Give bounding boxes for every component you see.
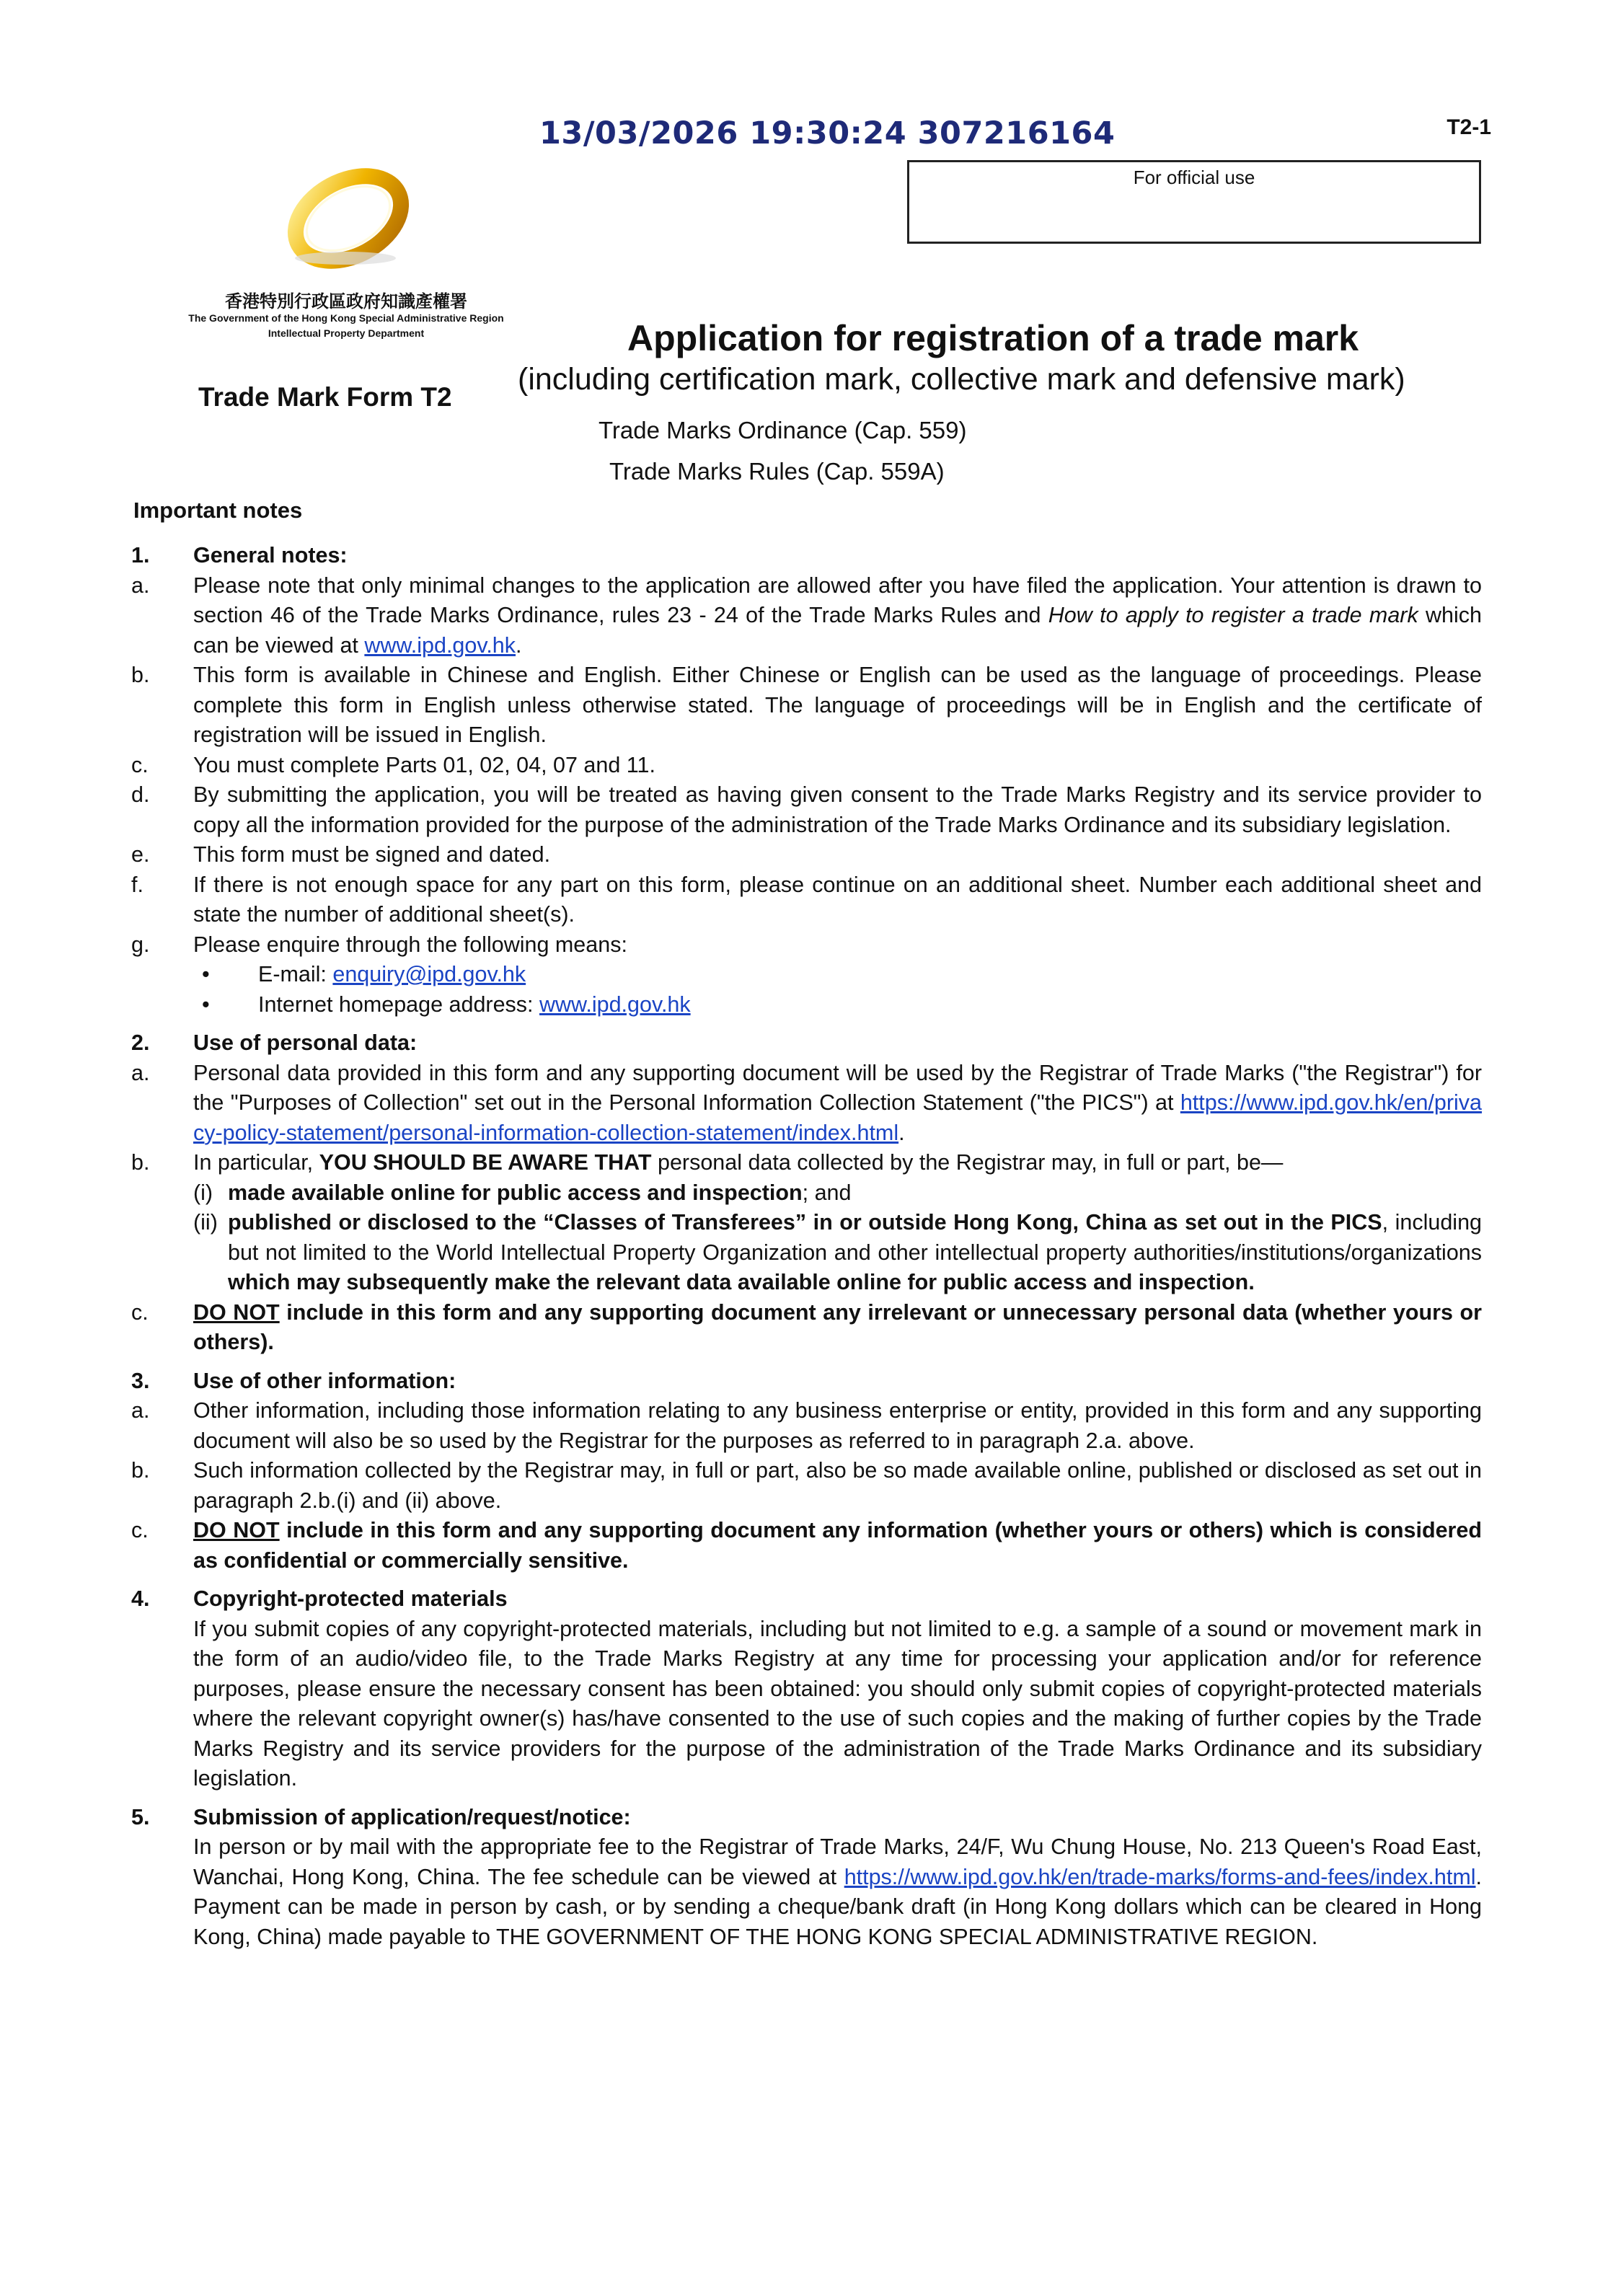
section-heading: Copyright-protected materials <box>193 1586 508 1611</box>
item-label: b. <box>131 1150 150 1175</box>
sub-item-text: ; and <box>802 1180 852 1205</box>
item-label: g. <box>131 932 150 957</box>
do-not-emphasis: DO NOT <box>193 1518 280 1542</box>
email-contact <box>258 960 526 990</box>
note-3a: Other information, including those information relating to any business enterprise or entity, provided in this form and any supporting document will also be so used by the Registrar for the purposes as referred to in paragraph 2.a. above. <box>193 1398 1482 1453</box>
note-text: . Payment can be made in person by cash, or by sending a cheque/bank draft (in Hong Kong dollars which can be cleared in Hong Kong, China) made payable to THE GOVERNMENT OF THE HONG KONG SPECIAL ADMINISTRATIVE REGION. <box>193 1864 1482 1949</box>
note-3b: Such information collected by the Registrar may, in full or part, also be so made available online, published or disclosed as set out in paragraph 2.b.(i) and (ii) above. <box>193 1458 1482 1513</box>
form-name: Trade Mark Form T2 <box>198 382 452 412</box>
submission-note <box>130 1832 1482 1952</box>
page-subtitle: (including certification mark, collective mark and defensive mark) <box>518 362 1405 397</box>
item-label: b. <box>131 1458 150 1483</box>
item-label: c. <box>131 752 149 777</box>
government-name-en: The Government of the Hong Kong Special Administrative Region <box>188 312 504 324</box>
form-code: T2-1 <box>1446 115 1491 139</box>
section-number: 1. <box>131 543 150 568</box>
copyright-note: If you submit copies of any copyright-protected materials, including but not limited to e.g. a sample of a sound or movement mark in the form of an audio/video file, to the Trade Marks Registry at any time for processing your application and/or for reference purposes, please ensure the necessary consent has been obtained: you should only submit copies of copyright-protected materials where the relevant copyright owner(s) has/have consented to the use of such copies and the making of further copies by the Trade Marks Registry and its service providers for the purpose of the administration of the Trade Marks Ordinance and its subsidiary legislation. <box>193 1616 1482 1791</box>
item-label: c. <box>131 1299 149 1325</box>
sub-item-label: (ii) <box>193 1210 218 1235</box>
note-1f: If there is not enough space for any part on this form, please continue on an additional sheet. Number each additional sheet and state the number of additional sheet(s). <box>193 872 1482 927</box>
fees-link[interactable]: https://www.ipd.gov.hk/en/trade-marks/forms-and-fees/index.html <box>844 1864 1476 1889</box>
section-other-information <box>130 1366 1482 1576</box>
note-1a <box>193 571 1482 661</box>
item-label: c. <box>131 1518 149 1542</box>
section-general-notes <box>130 541 1482 1020</box>
web-label: Internet homepage address: <box>258 992 539 1017</box>
note-text: include in this form and any supporting document any irrelevant or unnecessary personal data (whether yours or others). <box>193 1299 1482 1354</box>
note-text: In particular, <box>193 1150 319 1175</box>
note-2b <box>193 1148 1482 1178</box>
awareness-emphasis: YOU SHOULD BE AWARE THAT <box>319 1150 652 1175</box>
item-label: e. <box>131 842 150 867</box>
section-heading: Use of personal data: <box>193 1030 418 1055</box>
item-label: a. <box>131 573 150 598</box>
do-not-emphasis: DO NOT <box>193 1299 280 1325</box>
note-text: . <box>516 632 522 658</box>
page-title: Application for registration of a trade mark <box>627 318 1359 358</box>
note-text: In person or by mail with the appropriate fee to the Registrar of Trade Marks, 24/F, Wu Chung House, No. 213 Queen's Road East, Wanchai, Hong Kong, China. The fee schedule can be viewed at <box>193 1834 1482 1889</box>
ipd-logo <box>130 157 562 352</box>
item-label: a. <box>131 1398 150 1423</box>
note-2a <box>193 1059 1482 1149</box>
homepage-link[interactable]: www.ipd.gov.hk <box>539 992 691 1017</box>
section-number: 2. <box>131 1030 150 1055</box>
section-heading: Submission of application/request/notice: <box>193 1804 631 1829</box>
ordinance-reference: Trade Marks Ordinance (Cap. 559) <box>599 417 967 443</box>
pics-link[interactable]: https://www.ipd.gov.hk/en/privacy-policy-statement/personal-information-collection-statement/index.html <box>193 1090 1482 1145</box>
note-text: which can be viewed at <box>193 603 1483 658</box>
email-link[interactable]: enquiry@ipd.gov.hk <box>332 962 526 986</box>
item-label: f. <box>131 872 143 897</box>
note-1g: Please enquire through the following means: <box>193 932 627 957</box>
item-label: b. <box>131 663 150 687</box>
bullet-icon: • <box>202 962 210 986</box>
department-name-en: Intellectual Property Department <box>268 327 425 339</box>
note-1b: This form is available in Chinese and English. Either Chinese or English can be used as the language of proceedings. Please complete this form in English unless otherwise stated. The language of proceedings will be in English and the certificate of registration will be issued in English. <box>193 663 1482 747</box>
sub-item-i <box>193 1178 1482 1209</box>
submission-stamp: 13/03/2026 19:30:24 307216164 <box>539 115 1116 151</box>
note-text: . <box>898 1120 905 1145</box>
note-text: include in this form and any supporting document any information (whether yours or others) which is considered as confidential or commercially sensitive. <box>193 1518 1483 1573</box>
official-use-label: For official use <box>1133 167 1255 188</box>
section-number: 4. <box>131 1586 150 1611</box>
guide-title: How to apply to register a trade mark <box>1048 603 1418 627</box>
sub-item-text: made available online for public access and inspection <box>228 1180 803 1205</box>
ring-logo-icon <box>270 157 422 283</box>
item-label: d. <box>131 782 150 807</box>
section-number: 3. <box>131 1368 150 1393</box>
note-text: Please note that only minimal changes to the application are allowed after you have filed the application. Your attention is drawn to section 46 of the Trade Marks Ordinance, rules 23 - 24 of the Trade Marks Rules and <box>193 573 1482 627</box>
official-use-box <box>907 160 1481 244</box>
section-heading: General notes: <box>193 543 348 568</box>
bullet-icon: • <box>202 992 210 1017</box>
note-1e: This form must be signed and dated. <box>193 842 551 867</box>
section-personal-data <box>130 1028 1482 1358</box>
web-contact <box>258 990 691 1020</box>
note-3c <box>193 1516 1482 1576</box>
ipd-website-link[interactable]: www.ipd.gov.hk <box>364 632 516 658</box>
section-heading: Use of other information: <box>193 1368 456 1393</box>
section-copyright <box>130 1584 1482 1794</box>
note-2c <box>193 1298 1482 1358</box>
section-submission <box>130 1803 1482 1953</box>
item-label: a. <box>131 1060 150 1085</box>
note-1d: By submitting the application, you will be treated as having given consent to the Trade Marks Registry and its service provider to copy all the information provided for the purpose of the administration of the Trade Marks Ordinance and its subsidiary legislation. <box>193 782 1482 837</box>
rules-reference: Trade Marks Rules (Cap. 559A) <box>609 458 945 485</box>
sub-item-text: published or disclosed to the “Classes of Transferees” in or outside Hong Kong, China as set out in the PICS <box>228 1210 1382 1235</box>
important-notes <box>130 541 1482 1961</box>
note-text: Personal data provided in this form and any supporting document will be used by the Registrar of Trade Marks ("the Registrar") for the "Purposes of Collection" set out in the Personal Information Collection Statement ("the PICS") at <box>193 1060 1482 1115</box>
sub-item-label: (i) <box>193 1180 213 1205</box>
sub-item-ii <box>193 1208 1482 1298</box>
email-label: E-mail: <box>258 962 333 986</box>
note-1c: You must complete Parts 01, 02, 04, 07 and 11. <box>193 752 655 777</box>
note-text: personal data collected by the Registrar may, in full or part, be— <box>651 1150 1284 1175</box>
sub-item-text: which may subsequently make the relevant data available online for public access and inspection. <box>228 1270 1255 1294</box>
section-number: 5. <box>131 1804 150 1829</box>
department-name-zh: 香港特別行政區政府知識產權署 <box>225 291 467 312</box>
sub-item-text: , including but not limited to the World Intellectual Property Organization and other intellectual property authorities/institutions/organizations <box>228 1210 1482 1265</box>
notes-heading: Important notes <box>133 498 303 523</box>
